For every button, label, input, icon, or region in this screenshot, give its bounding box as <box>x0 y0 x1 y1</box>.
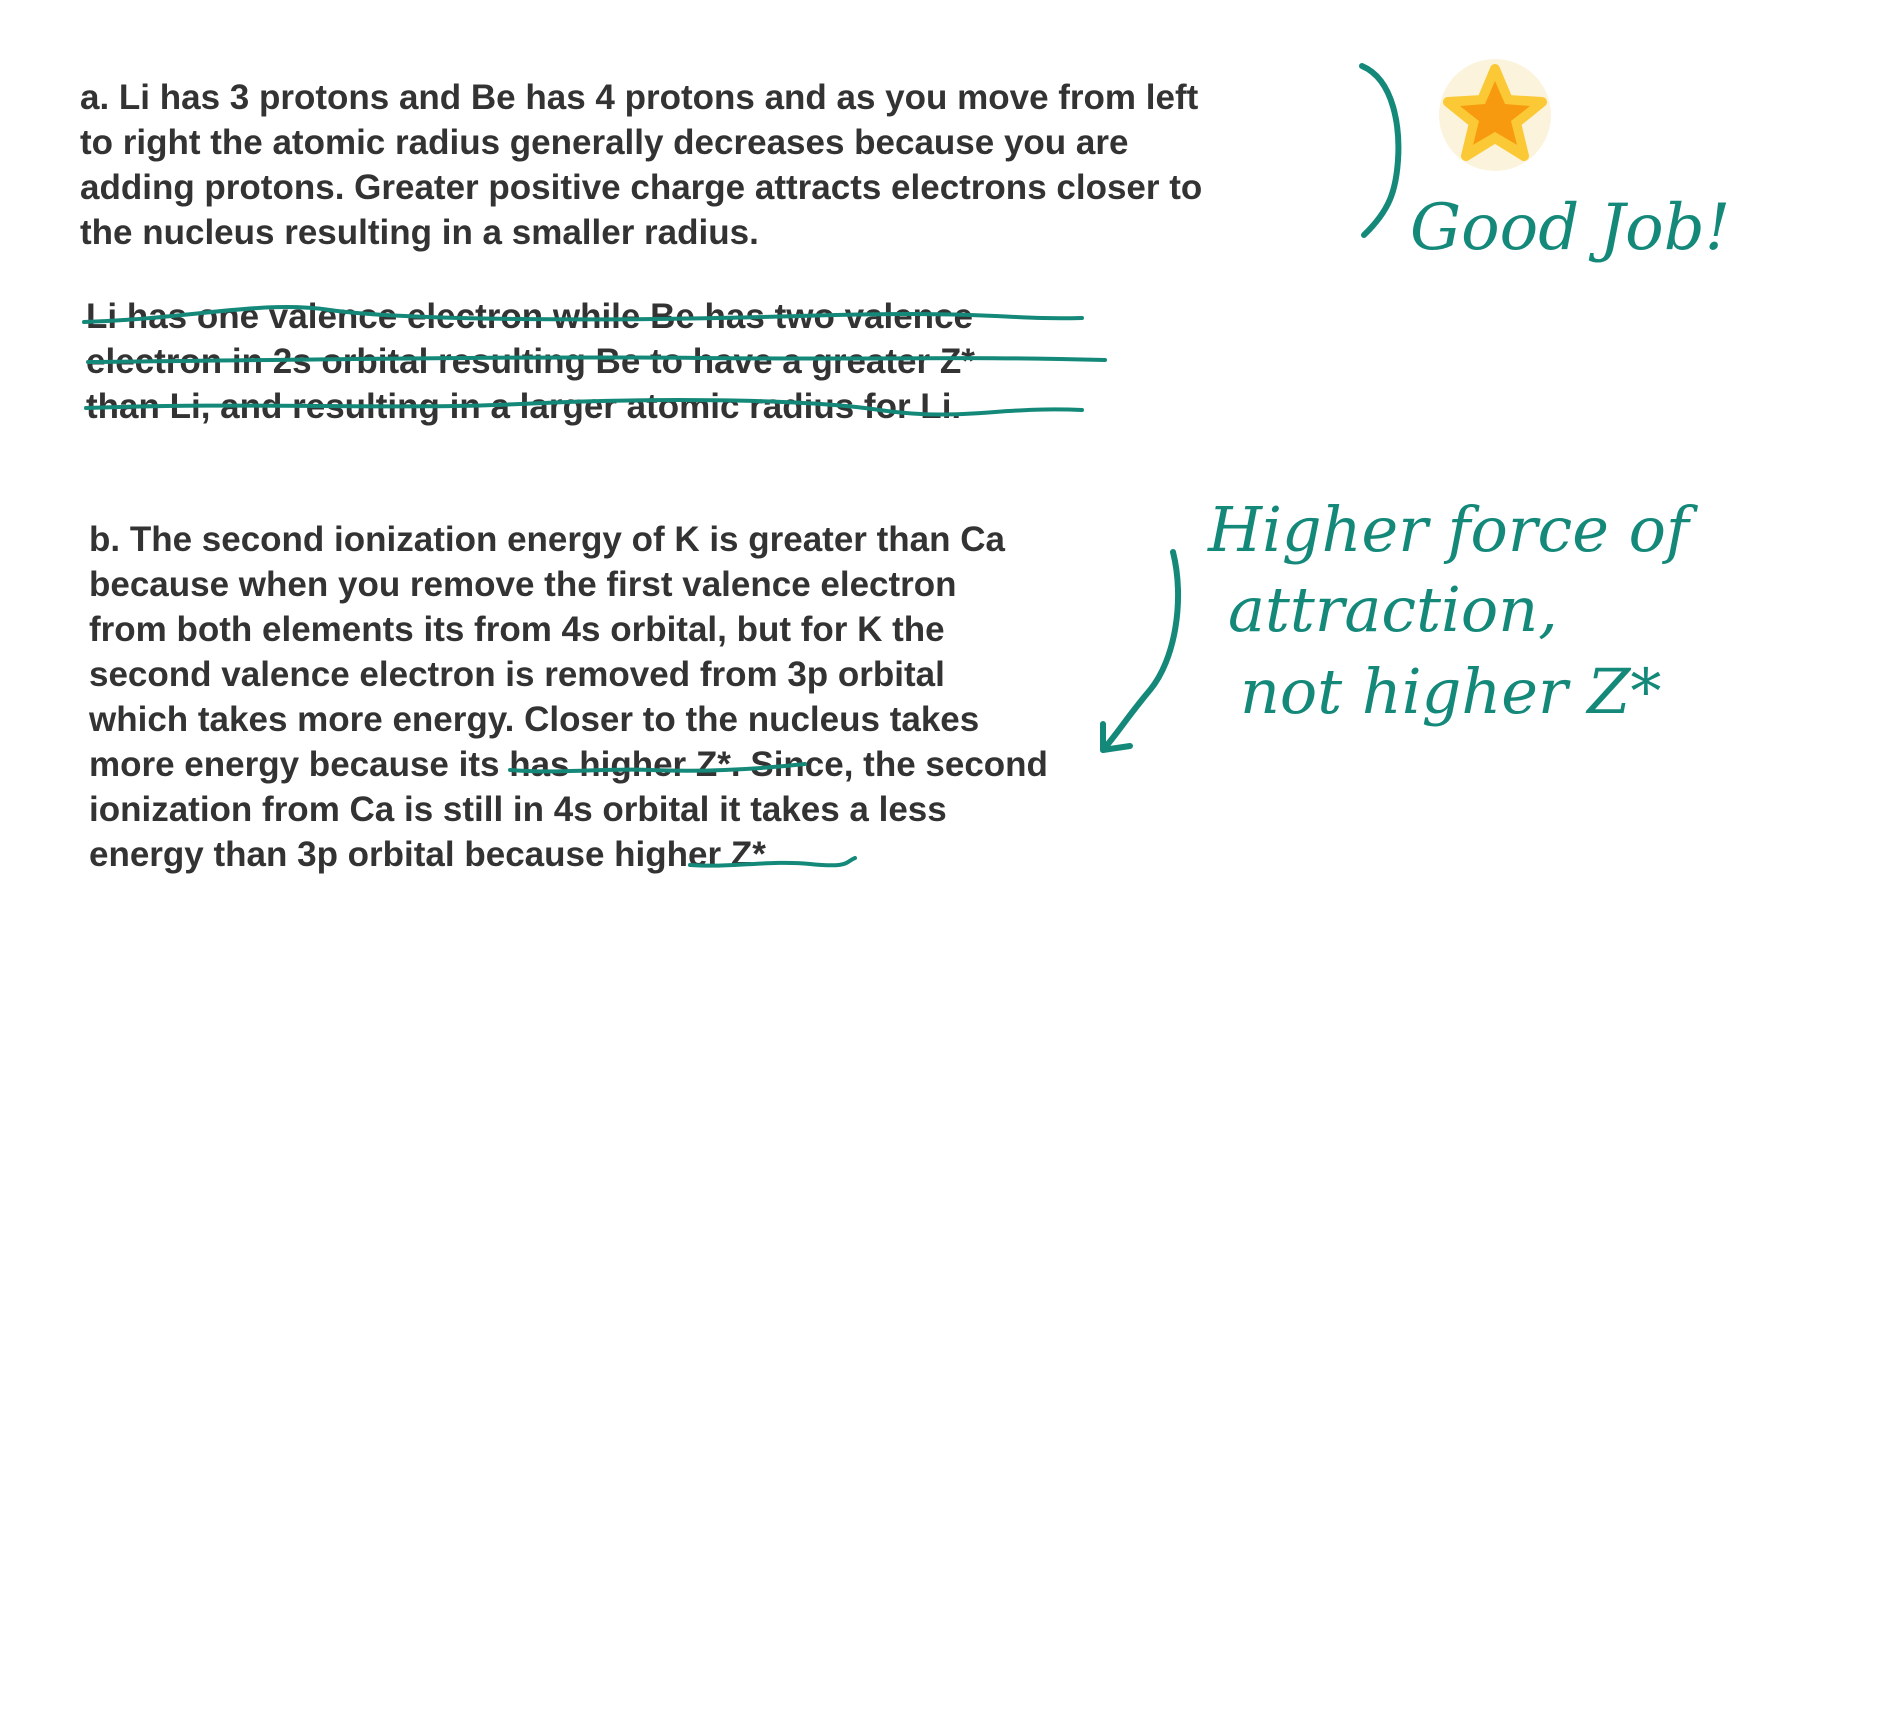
answer-a-line: to right the atomic radius generally decreases because you are <box>80 123 1129 162</box>
answer-b-line: ionization from Ca is still in 4s orbital it takes a less <box>89 790 947 829</box>
praise-note: Good Job! <box>1410 191 1731 265</box>
struck-out-paragraph <box>86 294 975 429</box>
answer-b-line <box>89 742 1048 787</box>
answer-b-line: because when you remove the first valence electron <box>89 565 957 604</box>
arrow-head <box>1103 724 1130 750</box>
answer-b-line: b. The second ionization energy of K is greater than Ca <box>89 520 1005 559</box>
answer-b-line: second valence electron is removed from 3p orbital <box>89 655 945 694</box>
answer-a-paragraph <box>80 75 1202 255</box>
answer-a-line: the nucleus resulting in a smaller radius. <box>80 213 759 252</box>
answer-a-line: a. Li has 3 protons and Be has 4 protons and as you move from left <box>80 78 1199 117</box>
arrow-mark <box>1103 552 1178 750</box>
struck-phrase: its has higher Z* <box>458 745 731 784</box>
struck-line: Li has one valence electron while Be has two valence <box>86 297 973 336</box>
struck-line: than Li, and resulting in a larger atomic radius for Li. <box>86 387 962 426</box>
bracket-mark <box>1362 66 1398 235</box>
answer-b-line <box>89 832 1048 877</box>
answer-b-text: more energy because <box>89 745 459 784</box>
struck-line: electron in 2s orbital resulting Be to have a greater Z* <box>86 342 975 381</box>
answer-b-line: from both elements its from 4s orbital, but for K the <box>89 610 945 649</box>
comment-note-line: Higher force of <box>1208 493 1689 566</box>
comment-note-line: not higher Z* <box>1240 655 1662 728</box>
answer-a-line: adding protons. Greater positive charge attracts electrons closer to <box>80 168 1203 207</box>
answer-b-line: which takes more energy. Closer to the nucleus takes <box>89 700 980 739</box>
struck-phrase: higher Z* <box>614 835 766 874</box>
star-icon <box>1435 55 1555 175</box>
comment-note-line: attraction, <box>1228 573 1558 646</box>
answer-b-text: energy than 3p orbital because <box>89 835 615 874</box>
answer-b-text: . Since, the second <box>730 745 1048 784</box>
answer-b-paragraph <box>89 517 1048 877</box>
